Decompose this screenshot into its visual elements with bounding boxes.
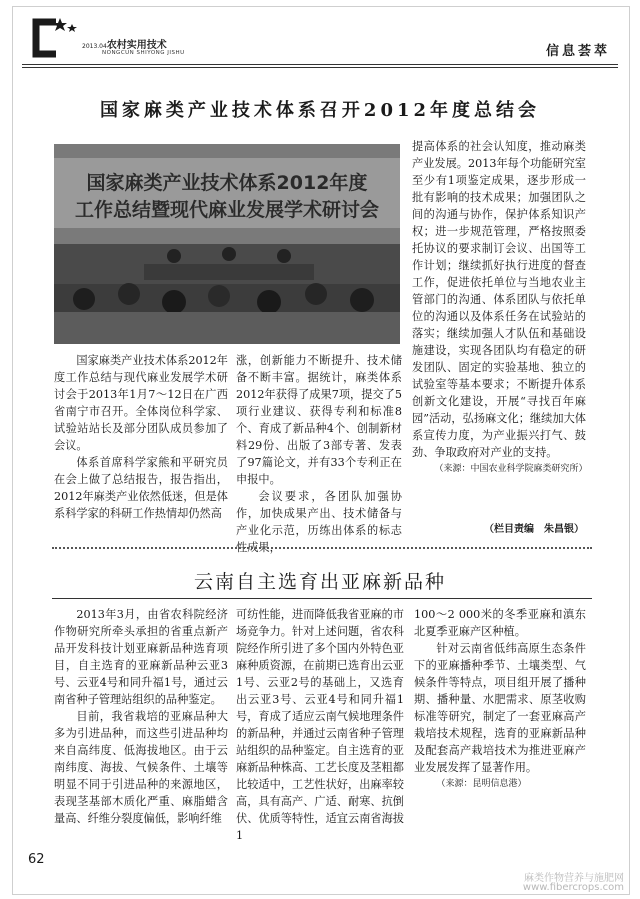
watermark-site-name: 麻类作物营养与施肥网	[524, 873, 624, 884]
magazine-pinyin: NONGCUN SHIYONG JISHU	[102, 50, 185, 56]
magazine-logo	[26, 14, 185, 60]
article1-paragraph: 涨，创新能力不断提升、技术储备不断丰富。据统计，麻类体系2012年获得了成果7项，提交了5项行业建议、获得专利和标准8个、育成了新品种4个、创制新材料29份、出版了3部专著、发表了97篇论文，并有33个专利正在申报中。	[236, 354, 402, 486]
article2-paragraph: 100～2 000米的冬季亚麻和滇东北夏季亚麻产区种植。	[414, 608, 586, 638]
article2-title: 云南自主选育出亚麻新品种	[193, 571, 446, 593]
article-divider	[52, 547, 592, 549]
article1-paragraph: 国家麻类产业技术体系2012年度工作总结与现代麻业发展学术研讨会于2013年1月7～12日在广西省南宁市召开。全体岗位科学家、试验站站长及部分团队成员参加了会议。	[54, 354, 228, 452]
column-editor: （栏目责编 朱昌银）	[484, 524, 584, 535]
article1-paragraph: 提高体系的社会认知度，推动麻类产业发展。2013年每个功能研究室至少有1项鉴定成果，逐步形成一批有影响的技术成果；加强团队之间的沟通与协作，保护体系知识产权；进一步规范管理，严格按照委托协议的要求制订会议、出国等工作计划；继续抓好执行进度的督查工作，促进依托单位与当地农业主管部门的沟通、体系团队与依托单位的沟通以及体系任务在试验站的落实；继续加强人才队伍和基础设施建设，实现各团队均有稳定的研发团队、固定的实验基地、独立的试验室等基本要求；不断提升体系创新文化建设，开展“寻找百年麻园”活动，弘扬麻文化；继续加大体系宣传力度，为产业振兴打气、鼓劲、争取政府对产业的支持。	[412, 140, 586, 459]
article2-paragraph: 针对云南省低纬高原生态条件下的亚麻播种季节、土壤类型、气候条件等特点，项目组开展了播种期、播种量、水肥需求、原茎收购标准等研究，制定了一套亚麻高产栽培技术规程，选育的亚麻新品种及配套高产栽培技术为推进亚麻产业发展发挥了显著作用。	[414, 642, 586, 774]
article1-column3	[412, 138, 586, 477]
conference-photo	[54, 144, 400, 344]
article2-title-rule	[52, 598, 592, 599]
photo-banner-line2: 工作总结暨现代麻业发展学术研讨会	[74, 199, 380, 221]
photo-banner-line1: 国家麻类产业技术体系2012年度	[86, 172, 368, 194]
article1-paragraph: 体系首席科学家熊和平研究员在会上做了总结报告，报告指出，2012年麻类产业依然低迷，但是体系科学家的科研工作热情却仍然高	[54, 456, 228, 520]
article2-source: （来源：昆明信息港）	[436, 779, 527, 789]
header-rule	[22, 64, 618, 65]
article1-column1	[54, 352, 228, 522]
header-rule-thin	[22, 67, 618, 68]
page-number: 62	[28, 852, 45, 867]
article2-column2	[236, 606, 404, 844]
section-name: 信息荟萃	[545, 44, 610, 59]
article2-paragraph: 2013年3月，由省农科院经济作物研究所牵头承担的省重点新产品开发科技计划亚麻新品种选育项目，自主选育的亚麻新品种云亚3号、云亚4号和同升福1号，通过云南省种子管理站组织的品种鉴定。	[54, 608, 228, 706]
article1-column2	[236, 352, 402, 556]
article1-title: 国家麻类产业技术体系召开2012年度总结会	[99, 100, 541, 121]
article1-paragraph: 会议要求，各团队加强协作，加快成果产出、技术储备与产业化示范，历练出体系的标志性成果，	[236, 490, 402, 554]
article2-paragraph: 目前，我省栽培的亚麻品种大多为引进品种，而这些引进品种均来自高纬度、低海拔地区。由于云南纬度、海拔、气候条件、土壤等明显不同于引进品种的来源地区，表现茎基部木质化严重、麻脂蜡含量高、纤维分裂度偏低，影响纤维	[54, 710, 228, 825]
watermark-url: www.fibercrops.com	[522, 882, 624, 893]
article2-column3	[414, 606, 586, 792]
article2-column1	[54, 606, 228, 827]
magazine-name: 2013.04农村实用技术	[82, 40, 167, 51]
article1-source: （来源：中国农业科学院麻类研究所）	[434, 464, 588, 474]
article2-paragraph: 可纺性能，进而降低我省亚麻的市场竞争力。针对上述问题，省农科院经作所引进了多个国内外特色亚麻种质资源，在前期已选育出云亚1号、云亚2号的基础上，又选育出云亚3号、云亚4号和同升福1号，育成了适应云南气候地理条件的新品种，并通过云南省种子管理站组织的品种鉴定。自主选育的亚麻新品种株高、工艺长度及茎粗都比较适中，工艺性状好，出麻率较高，具有高产、广适、耐寒、抗倒伏、优质等特性，适宜云南省海拔1	[236, 608, 404, 842]
logo-c-mark-icon	[26, 14, 86, 60]
